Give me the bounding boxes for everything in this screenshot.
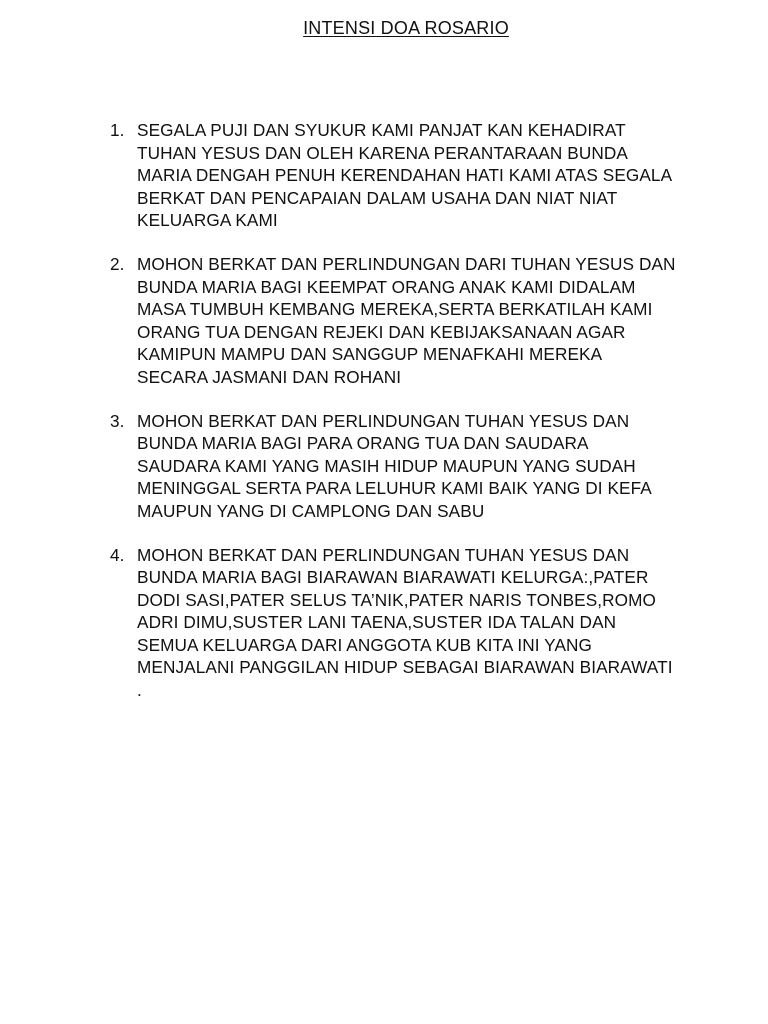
- item-text-line: MARIA DENGAH PENUH KERENDAHAN HATI KAMI ATAS SEGALA: [137, 165, 673, 186]
- item-text-line: BERKAT DAN PENCAPAIAN DALAM USAHA DAN NIAT NIAT: [137, 187, 618, 208]
- item-number: 1.: [110, 120, 125, 140]
- intention-item-4: [110, 544, 730, 702]
- item-text-line: MOHON BERKAT DAN PERLINDUNGAN DARI TUHAN YESUS DAN: [137, 253, 676, 274]
- item-text-line: MENJALANI PANGGILAN HIDUP SEBAGAI BIARAWAN BIARAWATI: [137, 657, 673, 678]
- item-text-line: KELUARGA KAMI: [137, 210, 278, 231]
- intention-item-3: [110, 410, 730, 523]
- document-title: INTENSI DOA ROSARIO: [303, 18, 509, 38]
- item-text-line: MOHON BERKAT DAN PERLINDUNGAN TUHAN YESUS DAN: [137, 544, 630, 565]
- item-text-line: DODI SASI,PATER SELUS TA’NIK,PATER NARIS TONBES,ROMO: [137, 589, 657, 610]
- item-text-line: BUNDA MARIA BAGI PARA ORANG TUA DAN SAUDARA: [137, 433, 589, 454]
- item-text-line: SEMUA KELUARGA DARI ANGGOTA KUB KITA INI YANG: [137, 634, 592, 655]
- item-text-line: MENINGGAL SERTA PARA LELUHUR KAMI BAIK YANG DI KEFA: [137, 478, 652, 499]
- item-number: 4.: [110, 544, 125, 565]
- item-text-line: SECARA JASMANI DAN ROHANI: [137, 366, 402, 387]
- intention-item-1: [110, 119, 730, 232]
- item-text-line: .: [137, 680, 142, 701]
- item-text-line: MAUPUN YANG DI CAMPLONG DAN SABU: [137, 500, 485, 521]
- item-text-line: KAMIPUN MAMPU DAN SANGGUP MENAFKAHI MEREKA: [137, 344, 603, 365]
- item-text-line: BUNDA MARIA BAGI BIARAWAN BIARAWATI KELURGA:,PATER: [137, 567, 649, 588]
- item-text-line: BUNDA MARIA BAGI KEEMPAT ORANG ANAK KAMI DIDALAM: [137, 276, 636, 297]
- intention-item-2: [110, 253, 730, 389]
- item-number: 3.: [110, 410, 125, 431]
- item-number: 2.: [110, 253, 125, 274]
- item-text-line: ORANG TUA DENGAN REJEKI DAN KEBIJAKSANAAN AGAR: [137, 321, 626, 342]
- item-text-line: MASA TUMBUH KEMBANG MEREKA,SERTA BERKATILAH KAMI: [137, 299, 653, 320]
- item-text-line: ADRI DIMU,SUSTER LANI TAENA,SUSTER IDA TALAN DAN: [137, 612, 617, 633]
- item-text-line: SEGALA PUJI DAN SYUKUR KAMI PANJAT KAN KEHADIRAT: [137, 120, 626, 140]
- item-text-line: MOHON BERKAT DAN PERLINDUNGAN TUHAN YESUS DAN: [137, 410, 630, 431]
- item-text-line: SAUDARA KAMI YANG MASIH HIDUP MAUPUN YANG SUDAH: [137, 455, 636, 476]
- intention-list: [110, 119, 730, 723]
- item-text-line: TUHAN YESUS DAN OLEH KARENA PERANTARAAN BUNDA: [137, 142, 628, 163]
